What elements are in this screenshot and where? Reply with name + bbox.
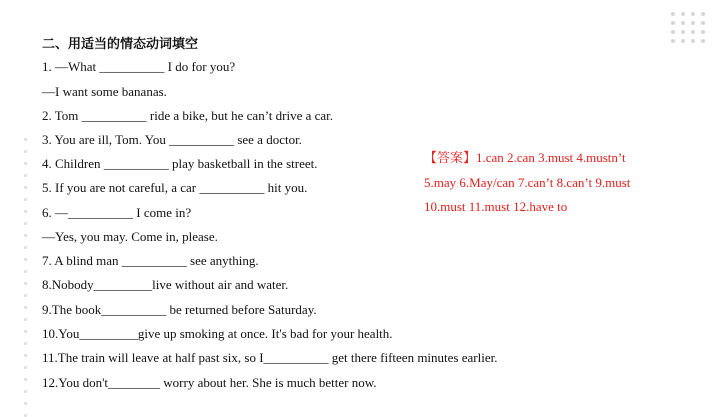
question-2: 2. Tom __________ ride a bike, but he can’t drive a car. [42,108,334,123]
section-heading: 二、用适当的情态动词填空 [42,37,199,52]
answer-line-1: 【答案】1.can 2.can 3.must 4.mustn’t [424,150,626,165]
question-3: 3. You are ill, Tom. You __________ see a doctor. [42,132,302,147]
question-4: 4. Children __________ play basketball in the street. [42,156,318,171]
question-1-answer: —I want some bananas. [42,84,167,99]
question-9: 9.The book__________ be returned before Saturday. [42,302,317,317]
answer-line-3: 10.must 11.must 12.have to [424,199,568,214]
question-8: 8.Nobody_________live without air and water. [42,277,289,292]
question-11: 11.The train will leave at half past six, so I__________ get there fifteen minutes earlier. [42,350,498,365]
answer-key [424,146,630,220]
question-6-answer: —Yes, you may. Come in, please. [42,229,218,244]
decorative-dot-grid [671,12,705,43]
answer-line-2: 5.may 6.May/can 7.can’t 8.can’t 9.must [424,174,631,190]
question-5: 5. If you are not careful, a car __________ hit you. [42,180,308,195]
question-12: 12.You don't________ worry about her. She is much better now. [42,375,377,390]
question-6: 6. —__________ I come in? [42,205,192,220]
decorative-dot-column [24,138,27,417]
question-7: 7. A blind man __________ see anything. [42,253,259,268]
question-1: 1. —What __________ I do for you? [42,59,236,74]
question-10: 10.You_________give up smoking at once. It's bad for your health. [42,326,393,341]
